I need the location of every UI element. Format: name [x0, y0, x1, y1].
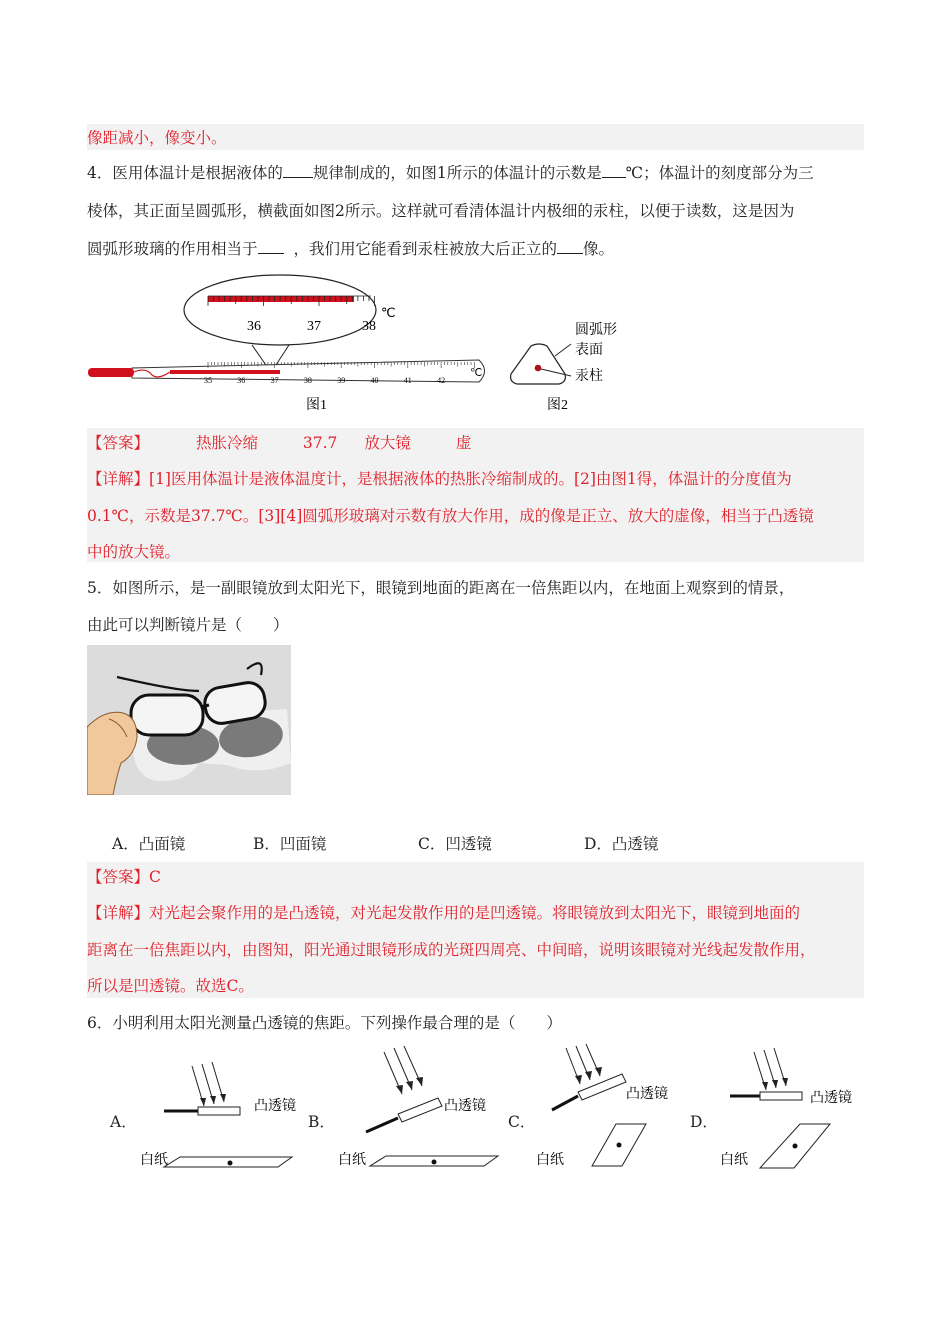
mercury-dot — [535, 365, 542, 372]
q6-option-b-figure[interactable] — [336, 1046, 506, 1176]
q4-answer-line: 【答案】 热胀冷缩 37.7 放大镜 虚 — [87, 434, 472, 452]
q5-answer: C — [149, 868, 161, 886]
scale-tick-label: 37 — [270, 376, 279, 385]
q5-option-d[interactable]: D．凸透镜 — [584, 835, 659, 853]
main-unit: ℃ — [470, 367, 483, 379]
q4-answer-3: 放大镜 — [364, 434, 411, 452]
scale-tick-label: 41 — [403, 376, 412, 385]
q4-blank-2[interactable] — [602, 163, 626, 178]
q6-option-a-figure[interactable] — [140, 1060, 300, 1175]
paper-label-a: 白纸 — [140, 1152, 168, 1168]
thermometer-figure — [84, 272, 504, 417]
lens-d — [760, 1092, 802, 1100]
fig2-caption: 图2 — [547, 398, 568, 413]
zoom-unit: ℃ — [381, 305, 396, 320]
q4-blank-4[interactable] — [557, 239, 583, 254]
paper-label-c: 白纸 — [536, 1152, 564, 1168]
triangle-section — [511, 344, 566, 384]
label-surface-1: 圆弧形 — [575, 322, 617, 338]
q6-option-d-figure[interactable] — [718, 1046, 868, 1176]
q4-line2: 棱体，其正面呈圆弧形，横截面如图2所示。这样就可看清体温计内极细的汞柱，以便于读数，这是因为 — [87, 202, 795, 220]
q5-line2: 由此可以判断镜片是（ ） — [87, 616, 289, 634]
label-mercury: 汞柱 — [575, 368, 603, 384]
q4-blank-3[interactable] — [258, 239, 284, 254]
scale-tick-label: 35 — [204, 376, 212, 385]
q5-answer-line: 【答案】C — [87, 868, 161, 886]
q6-option-b-label[interactable]: B． — [308, 1113, 335, 1131]
q5-detail-line3: 所以是凹透镜。故选C。 — [87, 977, 254, 995]
zoom-tick-37: 37 — [307, 319, 321, 334]
q4-detail-line1: 【详解】[1]医用体温计是液体温度计，是根据液体的热胀冷缩制成的。[2]由图1得，体温计的分度值为 — [87, 470, 792, 488]
paper-label-d: 白纸 — [720, 1152, 748, 1168]
q4-answer-4: 虚 — [455, 434, 472, 452]
glasses-lens-left — [131, 695, 203, 735]
q5-option-b[interactable]: B．凹面镜 — [253, 835, 327, 853]
scale-tick-label: 39 — [337, 376, 346, 385]
q5-option-c[interactable]: C．凹透镜 — [418, 835, 492, 853]
thermometer-bulb — [88, 368, 134, 377]
zoom-bubble — [184, 275, 376, 345]
q4-line3: 圆弧形玻璃的作用相当于 ，我们用它能看到汞柱被放大后正立的 像。 — [87, 240, 615, 258]
lens-a — [198, 1107, 240, 1115]
lens-label-b: 凸透镜 — [444, 1098, 486, 1114]
q6-line1: 6．小明利用太阳光测量凸透镜的焦距。下列操作最合理的是（ ） — [87, 1014, 562, 1032]
scale-tick-label: 40 — [370, 376, 379, 385]
q4-answer-2: 37.7 — [302, 434, 338, 452]
q4-blank-1[interactable] — [283, 163, 313, 178]
q6-option-a-label[interactable]: A． — [110, 1113, 137, 1131]
lens-label-a: 凸透镜 — [254, 1098, 296, 1114]
scale-tick-label: 38 — [303, 376, 312, 385]
cross-section-figure — [505, 316, 645, 416]
q4-detail-line2: 0.1℃，示数是37.7℃。[3][4]圆弧形玻璃对示数有放大作用，成的像是正立、放大的虚像，相当于凸透镜 — [87, 507, 814, 525]
q4-detail-line3: 中的放大镜。 — [87, 543, 181, 561]
glasses-photo — [87, 645, 291, 795]
scale-tick-label: 42 — [437, 376, 446, 385]
fig1-caption: 图1 — [306, 398, 327, 413]
q5-option-a[interactable]: A．凸面镜 — [112, 835, 186, 853]
lens-b — [398, 1098, 442, 1122]
q6-option-d-label[interactable]: D． — [690, 1113, 718, 1131]
lens-label-d: 凸透镜 — [810, 1090, 852, 1106]
thermometer-mercury — [170, 370, 280, 374]
zoom-tick-36: 36 — [247, 319, 261, 334]
scale-tick-label: 36 — [237, 376, 246, 385]
paper-label-b: 白纸 — [338, 1152, 366, 1168]
lens-label-c: 凸透镜 — [626, 1086, 668, 1102]
zoom-tick-38: 38 — [362, 319, 376, 334]
q4-answer-1: 热胀冷缩 — [195, 434, 258, 452]
q6-option-c-figure[interactable] — [534, 1044, 704, 1174]
label-surface-2: 表面 — [575, 342, 603, 358]
q4-line1: 4．医用体温计是根据液体的 规律制成的，如图1所示的体温计的示数是 ℃；体温计的刻度部分为三 — [87, 164, 814, 182]
q3-detail-tail: 像距减小，像变小。 — [87, 129, 227, 147]
q5-detail-line2: 距离在一倍焦距以内，由图知，阳光通过眼镜形成的光斑四周亮、中间暗，说明该眼镜对光线起发散作用， — [87, 941, 816, 959]
q5-line1: 5．如图所示，是一副眼镜放到太阳光下，眼镜到地面的距离在一倍焦距以内，在地面上观察到的情景， — [87, 579, 795, 597]
q6-option-c-label[interactable]: C． — [508, 1113, 536, 1131]
lens-c — [578, 1074, 626, 1100]
q5-detail-line1: 【详解】对光起会聚作用的是凸透镜，对光起发散作用的是凹透镜。将眼镜放到太阳光下，眼镜到地面的 — [87, 904, 801, 922]
